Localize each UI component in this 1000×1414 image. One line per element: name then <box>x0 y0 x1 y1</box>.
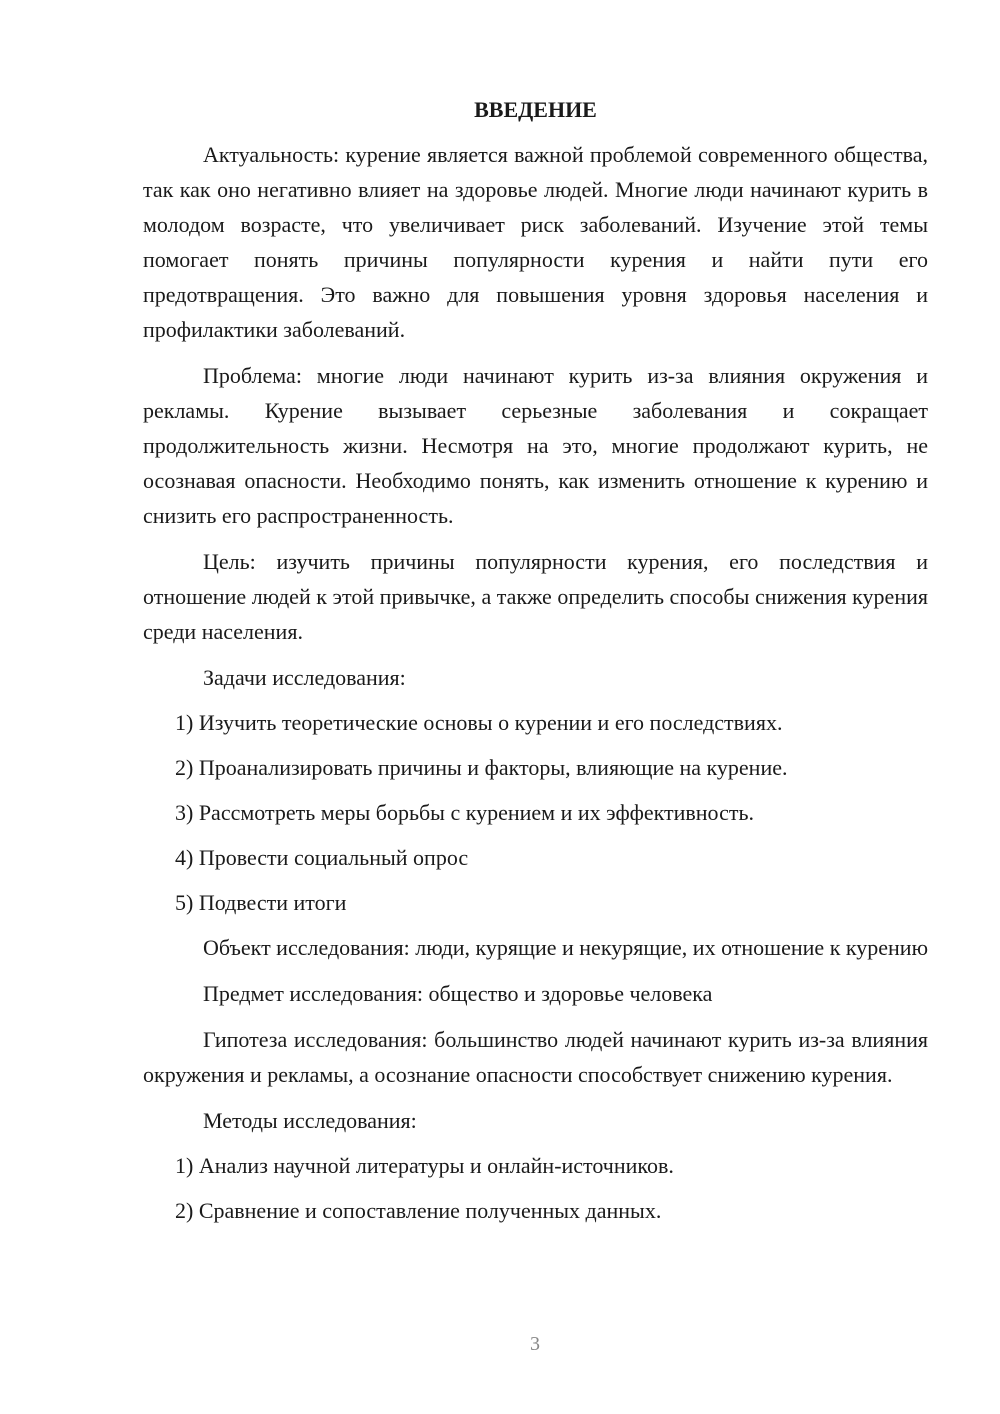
list-item: 4) Провести социальный опрос <box>175 845 469 870</box>
tasks-list <box>143 705 928 920</box>
paragraph-subject: Предмет исследования: общество и здоровье человека <box>203 981 713 1006</box>
methods-heading: Методы исследования: <box>203 1108 417 1133</box>
list-item: 2) Проанализировать причины и факторы, влияющие на курение. <box>175 755 788 780</box>
paragraph-hypothesis: Гипотеза исследования: большинство людей начинают курить из-за влияния окружения и рекламы, а осознание опасности способствует снижению курения. <box>143 1027 928 1087</box>
tasks-heading: Задачи исследования: <box>203 665 406 690</box>
list-item: 5) Подвести итоги <box>175 890 347 915</box>
list-item: 1) Изучить теоретические основы о курении и его последствиях. <box>175 710 783 735</box>
list-item: 3) Рассмотреть меры борьбы с курением и их эффективность. <box>175 800 755 825</box>
page-content <box>143 95 928 1238</box>
section-title: ВВЕДЕНИЕ <box>474 97 597 122</box>
page-number: 3 <box>530 1333 540 1355</box>
paragraph-relevance: Актуальность: курение является важной проблемой современного общества, так как оно негативно влияет на здоровье людей. Многие люди начинают курить в молодом возрасте, что увеличивает риск заболеваний. Изучение этой темы помогает понять причины популярности курения и найти пути его предотвращения. Это важно для повышения уровня здоровья населения и профилактики заболеваний. <box>143 142 928 342</box>
list-item: 2) Сравнение и сопоставление полученных данных. <box>175 1198 662 1223</box>
paragraph-object: Объект исследования: люди, курящие и некурящие, их отношение к курению <box>203 935 929 960</box>
list-item: 1) Анализ научной литературы и онлайн-источников. <box>175 1153 674 1178</box>
paragraph-problem: Проблема: многие люди начинают курить из-за влияния окружения и рекламы. Курение вызывает серьезные заболевания и сокращает продолжительность жизни. Несмотря на это, многие продолжают курить, не осознавая опасности. Необходимо понять, как изменить отношение к курению и снизить его распространенность. <box>143 363 928 528</box>
methods-list <box>143 1148 928 1228</box>
paragraph-goal: Цель: изучить причины популярности курения, его последствия и отношение людей к этой привычке, а также определить способы снижения курения среди населения. <box>143 549 928 644</box>
